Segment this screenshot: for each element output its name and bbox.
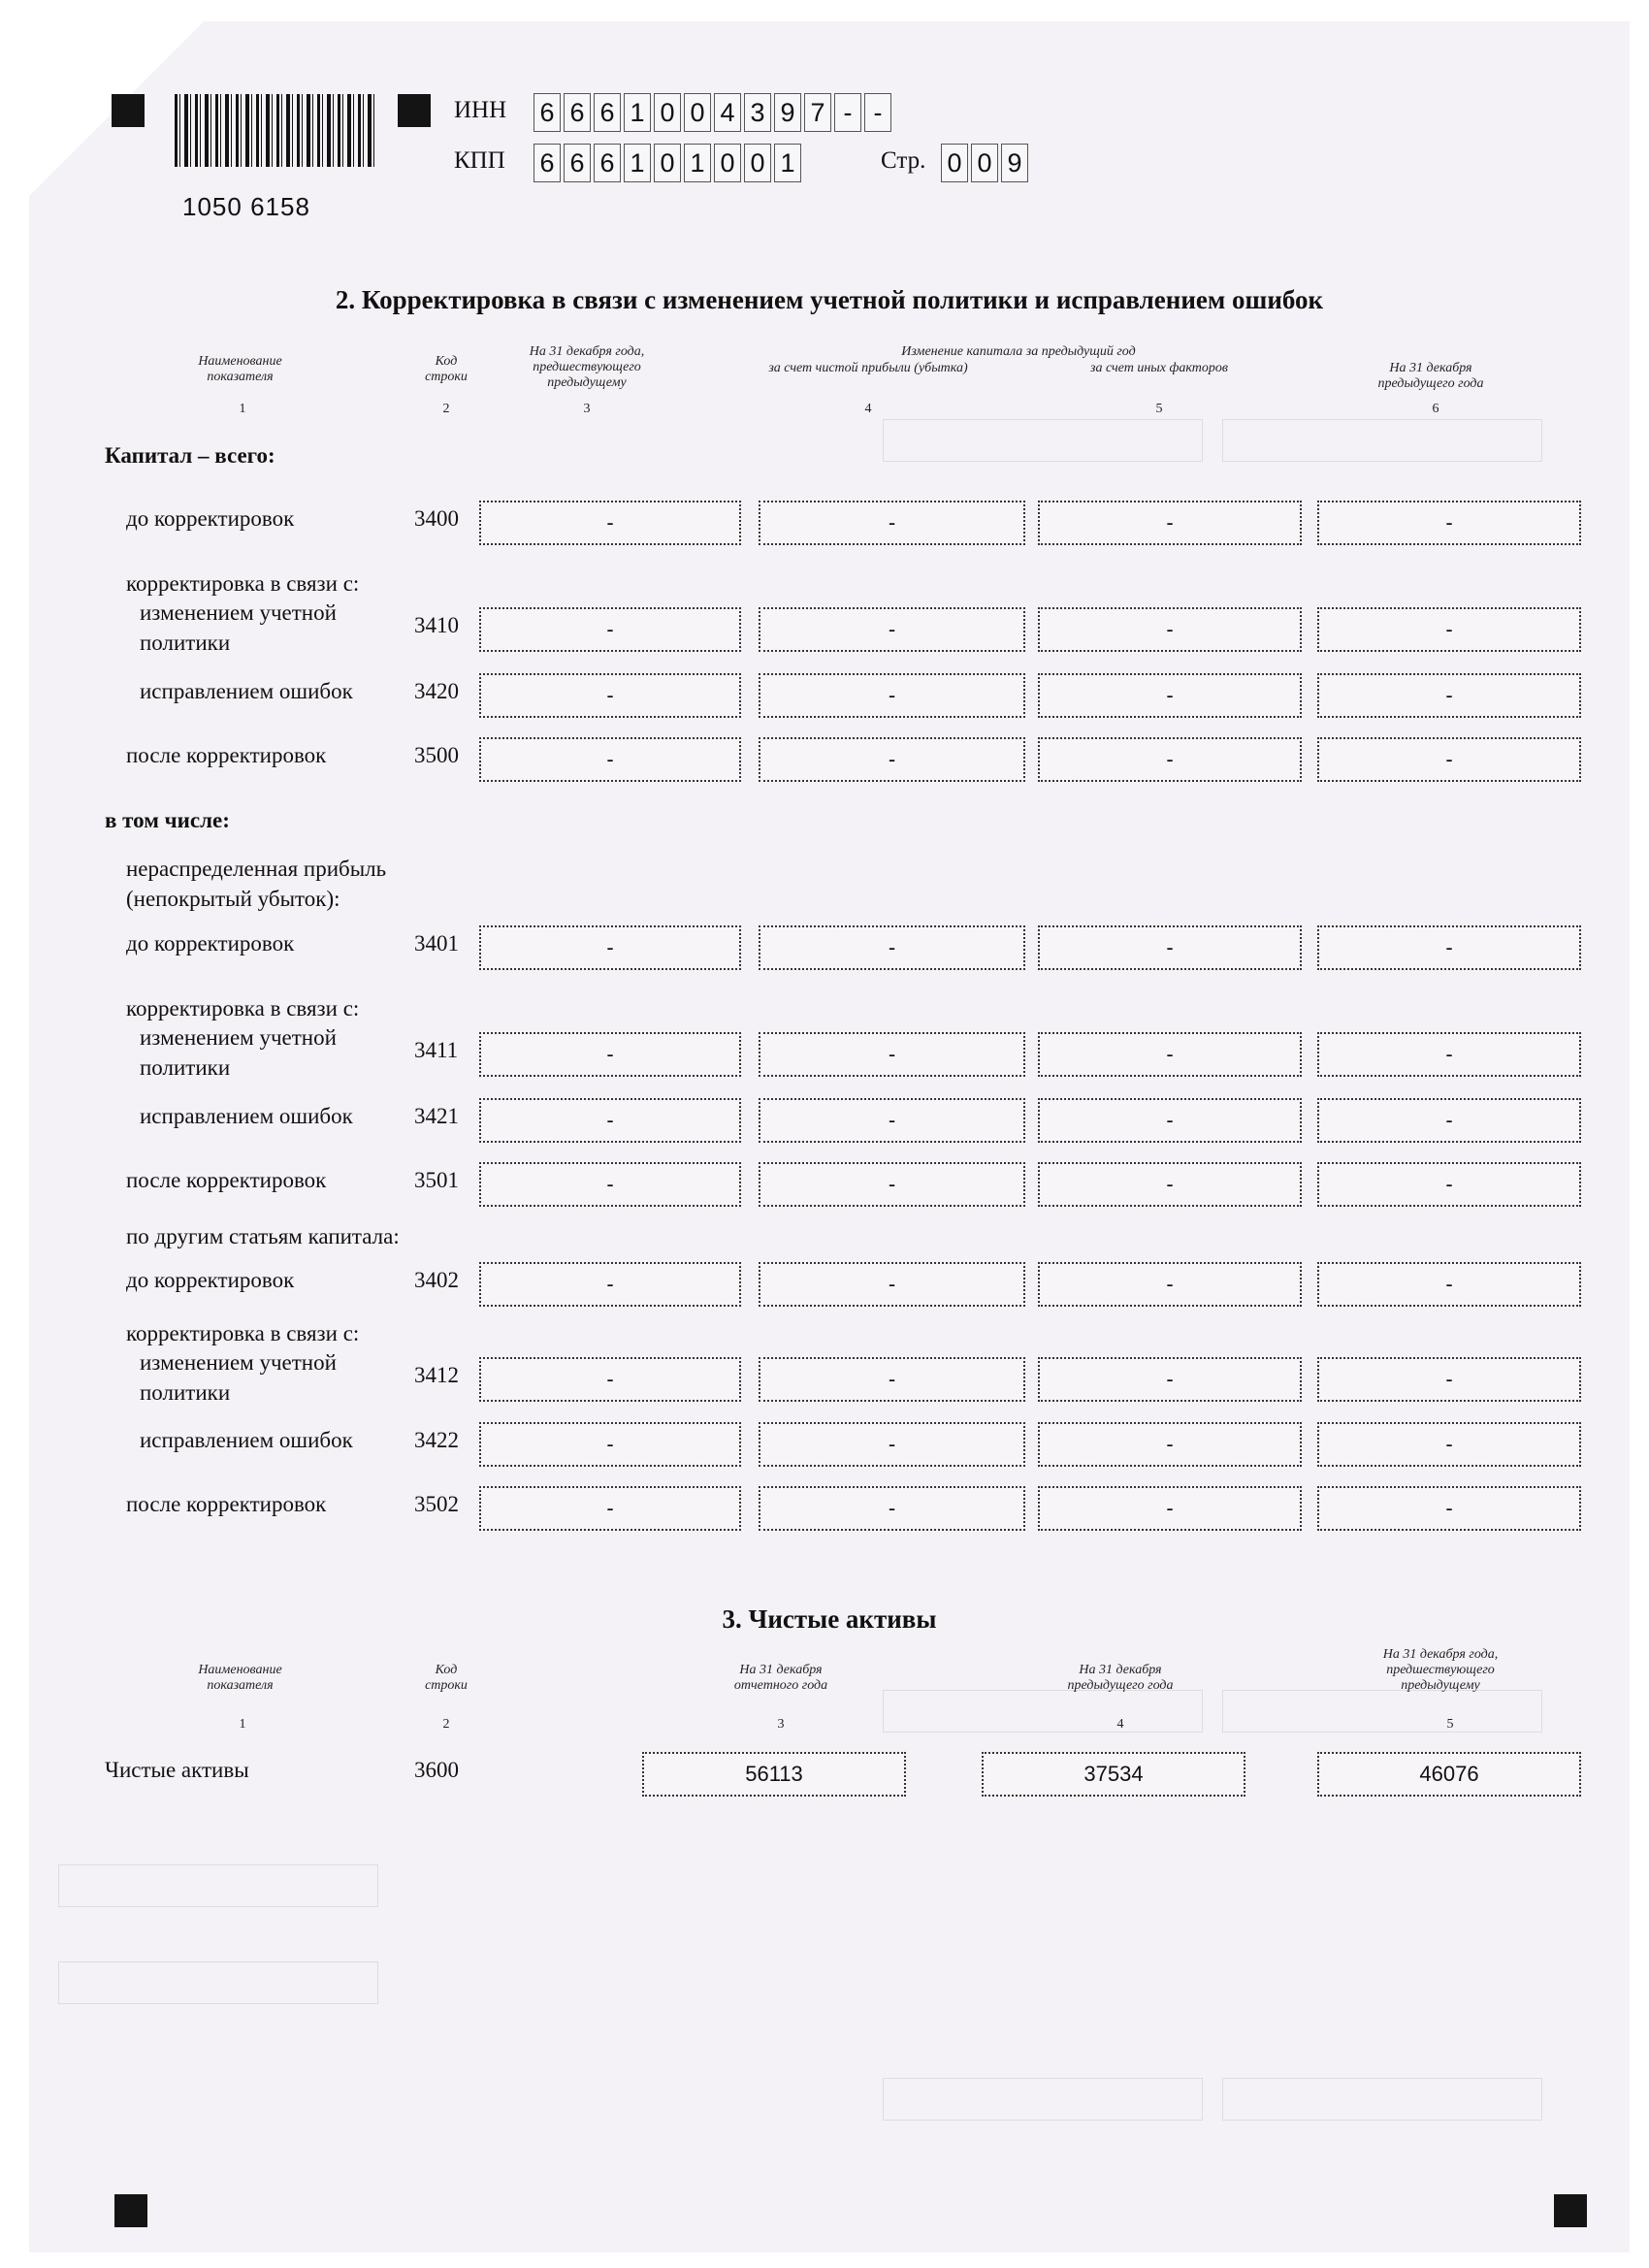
value-cell: -: [1038, 1422, 1302, 1467]
group-other-items: по другим статьям капитала:: [126, 1224, 400, 1248]
col-num-2: 2: [442, 1717, 450, 1732]
inn-cell: 6: [594, 93, 621, 132]
value-cell: -: [759, 1032, 1025, 1077]
row-code: 3411: [414, 1038, 459, 1062]
page-cell: 9: [1001, 144, 1028, 182]
corner-marker-top-left: [112, 94, 145, 127]
value-cell: -: [479, 1422, 741, 1467]
row-label: до корректировок: [126, 506, 295, 531]
value-cell: -: [1317, 607, 1581, 652]
value-cell: -: [759, 607, 1025, 652]
value-cell: -: [1317, 1486, 1581, 1531]
group-retained-earnings: нераспределенная прибыль (непокрытый убыток):: [126, 857, 387, 911]
value-cell: -: [1317, 737, 1581, 782]
value-cell: -: [759, 737, 1025, 782]
row-label: после корректировок: [126, 1168, 327, 1192]
col-num-4: 4: [864, 402, 872, 416]
row-code: 3412: [414, 1363, 459, 1387]
kpp-cells: [534, 144, 804, 182]
value-cell: -: [1038, 925, 1302, 970]
corner-marker-header: [398, 94, 431, 127]
row-code: 3410: [414, 613, 459, 637]
value-cell: -: [759, 1486, 1025, 1531]
kpp-label: КПП: [454, 147, 505, 174]
value-cell: -: [1317, 673, 1581, 718]
value-cell: -: [479, 925, 741, 970]
form-page: [29, 21, 1630, 2252]
row-code: 3501: [414, 1168, 459, 1192]
net-assets-previous-year: 37534: [982, 1752, 1245, 1797]
value-cell: -: [479, 1162, 741, 1207]
value-cell: -: [479, 1357, 741, 1402]
row-code: 3402: [414, 1268, 459, 1292]
inn-cell: -: [834, 93, 861, 132]
col-num-2: 2: [442, 402, 450, 416]
value-cell: -: [479, 501, 741, 545]
col-head-c4: На 31 декабря предыдущего года: [1067, 1663, 1174, 1693]
value-cell: -: [1317, 1357, 1581, 1402]
bleed-through-box: [58, 1961, 378, 2004]
row-code: 3401: [414, 931, 459, 956]
col-head-c3: На 31 декабря отчетного года: [733, 1663, 828, 1693]
col-num-5: 5: [1446, 1717, 1454, 1732]
value-cell: -: [759, 1262, 1025, 1307]
value-cell: -: [759, 1422, 1025, 1467]
value-cell: -: [479, 1098, 741, 1143]
page-cells: [941, 144, 1031, 182]
value-cell: -: [1317, 1032, 1581, 1077]
kpp-cell: 6: [564, 144, 591, 182]
value-cell: -: [479, 607, 741, 652]
kpp-cell: 0: [654, 144, 681, 182]
row-label: Чистые активы: [105, 1758, 249, 1782]
bleed-through-box: [883, 2078, 1203, 2121]
col-head-c6: На 31 декабря предыдущего года: [1377, 361, 1484, 391]
value-cell: -: [1038, 1486, 1302, 1531]
value-cell: -: [1317, 1098, 1581, 1143]
page-cell: 0: [971, 144, 998, 182]
row-label: изменением учетной политики: [140, 600, 337, 655]
row-code: 3420: [414, 679, 459, 703]
value-cell: -: [479, 1032, 741, 1077]
col-head-c5: На 31 декабря года, предшествующего предыдущему: [1382, 1647, 1499, 1693]
col-head-code: Код строки: [425, 354, 468, 384]
corner-marker-bottom-left: [114, 2194, 147, 2227]
inn-cell: 6: [534, 93, 561, 132]
inn-cell: 6: [564, 93, 591, 132]
value-cell: -: [1038, 501, 1302, 545]
kpp-cell: 6: [594, 144, 621, 182]
row-label: корректировка в связи с:: [126, 996, 360, 1021]
row-label: после корректировок: [126, 1492, 327, 1516]
row-label: изменением учетной политики: [140, 1350, 337, 1405]
value-cell: -: [759, 1162, 1025, 1207]
value-cell: -: [1038, 607, 1302, 652]
row-code: 3502: [414, 1492, 459, 1516]
bleed-through-box: [883, 419, 1203, 462]
value-cell: -: [1317, 501, 1581, 545]
inn-cell: 3: [744, 93, 771, 132]
value-cell: -: [759, 1357, 1025, 1402]
kpp-cell: 0: [714, 144, 741, 182]
value-cell: -: [1038, 1098, 1302, 1143]
inn-cell: 1: [624, 93, 651, 132]
row-label: исправлением ошибок: [140, 1104, 353, 1128]
value-cell: -: [1038, 1162, 1302, 1207]
col-head-code: Код строки: [425, 1663, 468, 1693]
group-capital-total: Капитал – всего:: [105, 443, 275, 468]
inn-cell: 0: [684, 93, 711, 132]
col-num-6: 6: [1432, 402, 1439, 416]
net-assets-year-before-previous: 46076: [1317, 1752, 1581, 1797]
value-cell: -: [479, 1486, 741, 1531]
row-label: исправлением ошибок: [140, 679, 353, 703]
col-head-change-group: Изменение капитала за предыдущий год: [901, 344, 1136, 359]
row-code: 3400: [414, 506, 459, 531]
kpp-cell: 1: [774, 144, 801, 182]
inn-cell: -: [864, 93, 891, 132]
group-in-that-number: в том числе:: [105, 808, 230, 832]
inn-cell: 9: [774, 93, 801, 132]
bleed-through-box: [1222, 2078, 1542, 2121]
page-cell: 0: [941, 144, 968, 182]
value-cell: -: [1317, 1422, 1581, 1467]
value-cell: -: [759, 1098, 1025, 1143]
col-num-5: 5: [1155, 402, 1163, 416]
value-cell: -: [759, 925, 1025, 970]
inn-cell: 0: [654, 93, 681, 132]
barcode: [175, 94, 378, 167]
col-num-3: 3: [583, 402, 591, 416]
col-head-name: Наименование показателя: [198, 354, 282, 384]
barcode-number: 1050 6158: [182, 192, 310, 221]
section3-title: 3. Чистые активы: [722, 1604, 937, 1634]
inn-label: ИНН: [454, 97, 507, 123]
row-label: исправлением ошибок: [140, 1428, 353, 1452]
value-cell: -: [759, 501, 1025, 545]
bleed-through-box: [1222, 1690, 1542, 1733]
kpp-cell: 1: [624, 144, 651, 182]
col-head-c4: за счет чистой прибыли (убытка): [768, 361, 968, 375]
col-num-1: 1: [239, 402, 246, 416]
row-label: до корректировок: [126, 931, 295, 956]
col-head-name: Наименование показателя: [198, 1663, 282, 1693]
bleed-through-box: [1222, 419, 1542, 462]
net-assets-reporting-year: 56113: [642, 1752, 906, 1797]
value-cell: -: [479, 1262, 741, 1307]
row-label: после корректировок: [126, 743, 327, 767]
kpp-cell: 6: [534, 144, 561, 182]
value-cell: -: [1038, 1262, 1302, 1307]
value-cell: -: [1317, 1162, 1581, 1207]
kpp-cell: 0: [744, 144, 771, 182]
corner-marker-bottom-right: [1554, 2194, 1587, 2227]
row-code: 3422: [414, 1428, 459, 1452]
col-num-3: 3: [777, 1717, 785, 1732]
row-label: изменением учетной политики: [140, 1025, 337, 1080]
value-cell: -: [1317, 1262, 1581, 1307]
value-cell: -: [1038, 1357, 1302, 1402]
bleed-through-box: [883, 1690, 1203, 1733]
row-code: 3421: [414, 1104, 459, 1128]
inn-cell: 7: [804, 93, 831, 132]
value-cell: -: [479, 673, 741, 718]
inn-cell: 4: [714, 93, 741, 132]
col-head-c3: На 31 декабря года, предшествующего предыдущему: [529, 344, 645, 390]
row-label: корректировка в связи с:: [126, 571, 360, 596]
col-head-c5: за счет иных факторов: [1090, 361, 1228, 375]
row-code: 3600: [414, 1758, 459, 1782]
value-cell: -: [1038, 673, 1302, 718]
value-cell: -: [1317, 925, 1581, 970]
kpp-cell: 1: [684, 144, 711, 182]
value-cell: -: [759, 673, 1025, 718]
page-label: Стр.: [881, 147, 926, 174]
col-num-1: 1: [239, 1717, 246, 1732]
row-code: 3500: [414, 743, 459, 767]
bleed-through-box: [58, 1864, 378, 1907]
section2-title: 2. Корректировка в связи с изменением учетной политики и исправлением ошибок: [335, 285, 1324, 314]
row-label: до корректировок: [126, 1268, 295, 1292]
value-cell: -: [479, 737, 741, 782]
inn-cells: [534, 93, 894, 132]
value-cell: -: [1038, 1032, 1302, 1077]
row-label: корректировка в связи с:: [126, 1321, 360, 1345]
value-cell: -: [1038, 737, 1302, 782]
col-num-4: 4: [1116, 1717, 1124, 1732]
